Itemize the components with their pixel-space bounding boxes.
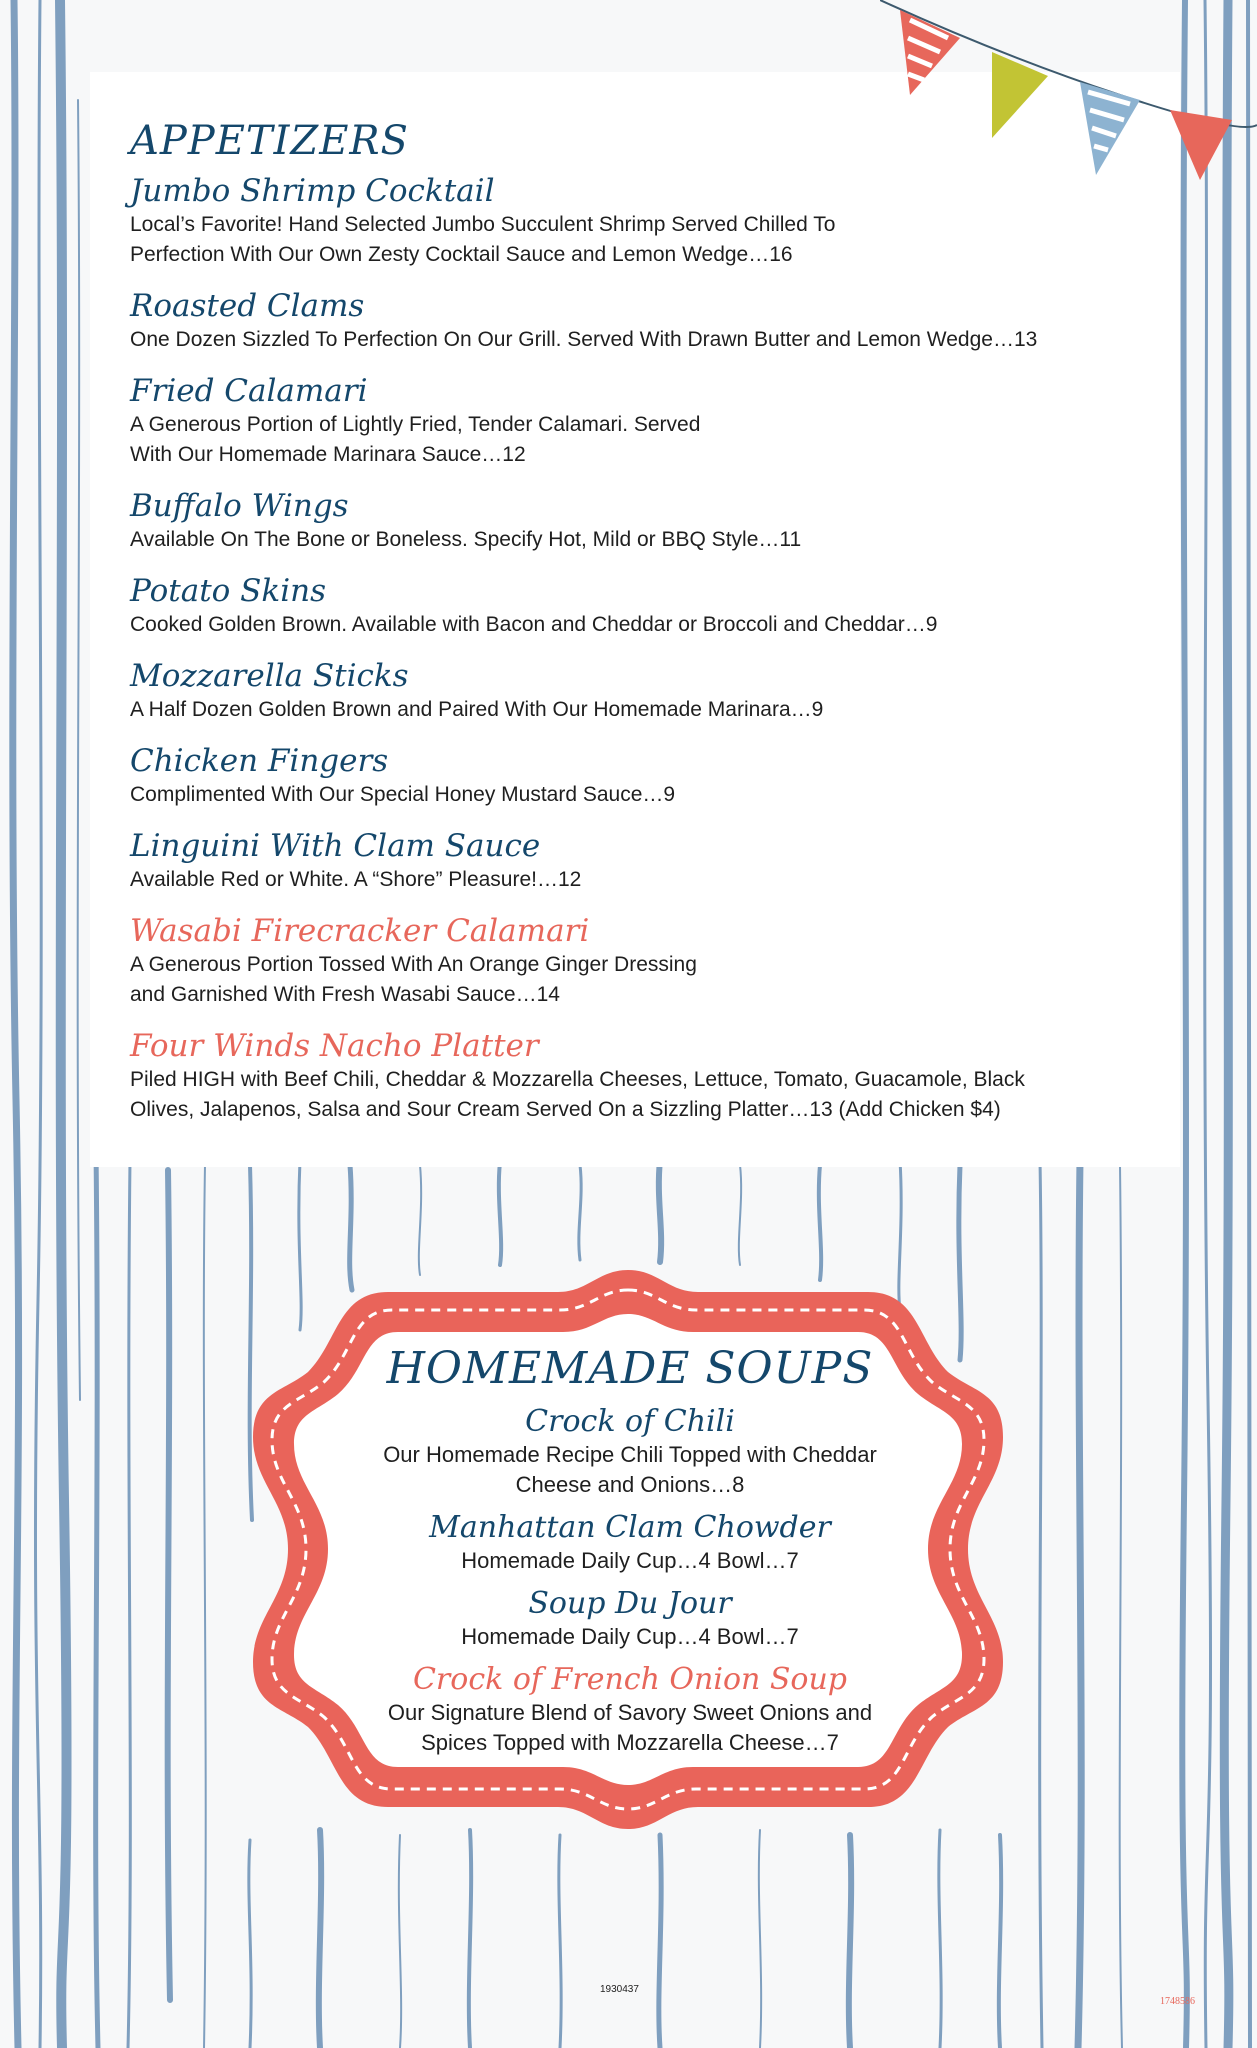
menu-item-description bbox=[130, 610, 1140, 640]
description-line: A Generous Portion of Lightly Fried, Tender Calamari. Served bbox=[130, 413, 701, 436]
description-line: Complimented With Our Special Honey Mustard Sauce…9 bbox=[130, 783, 676, 806]
menu-item bbox=[130, 657, 1140, 725]
description-line: Perfection With Our Own Zesty Cocktail Sauce and Lemon Wedge…16 bbox=[130, 243, 793, 266]
soups-section bbox=[330, 1340, 930, 1758]
soup-item-name: Manhattan Clam Chowder bbox=[429, 1510, 831, 1545]
description-line: Homemade Daily Cup…4 Bowl…7 bbox=[461, 1624, 799, 1649]
description-line: Available On The Bone or Boneless. Specify Hot, Mild or BBQ Style…11 bbox=[130, 528, 802, 551]
menu-item bbox=[130, 1027, 1140, 1125]
soup-item-description bbox=[330, 1546, 930, 1576]
description-line: Piled HIGH with Beef Chili, Cheddar & Mozzarella Cheeses, Lettuce, Tomato, Guacamole, Black bbox=[130, 1068, 1025, 1091]
description-line: Our Signature Blend of Savory Sweet Onions and bbox=[387, 1700, 873, 1725]
menu-item-name: Potato Skins bbox=[130, 573, 326, 609]
description-line: A Half Dozen Golden Brown and Paired With Our Homemade Marinara…9 bbox=[130, 698, 824, 721]
description-line: Local’s Favorite! Hand Selected Jumbo Succulent Shrimp Served Chilled To bbox=[130, 213, 836, 236]
menu-item-description bbox=[130, 325, 1140, 355]
description-line: Spices Topped with Mozzarella Cheese…7 bbox=[421, 1730, 839, 1755]
menu-item-description bbox=[130, 210, 1140, 270]
soup-list bbox=[330, 1404, 930, 1758]
menu-item-description bbox=[130, 865, 1140, 895]
menu-item-name: Chicken Fingers bbox=[130, 743, 389, 779]
menu-item bbox=[130, 172, 1140, 270]
appetizers-title: APPETIZERS bbox=[130, 118, 409, 164]
soup-item-name: Crock of Chili bbox=[525, 1404, 735, 1439]
menu-item bbox=[130, 827, 1140, 895]
description-line: With Our Homemade Marinara Sauce…12 bbox=[130, 443, 526, 466]
description-line: Cheese and Onions…8 bbox=[515, 1472, 745, 1497]
bunting-flags-icon bbox=[880, 0, 1257, 180]
soup-item-name: Crock of French Onion Soup bbox=[412, 1662, 848, 1697]
print-code: 1930437 bbox=[600, 1984, 639, 1995]
menu-item-name: Four Winds Nacho Platter bbox=[130, 1028, 539, 1064]
soup-item-description bbox=[330, 1698, 930, 1758]
menu-item bbox=[130, 572, 1140, 640]
menu-item-name: Wasabi Firecracker Calamari bbox=[130, 913, 590, 949]
menu-item-name: Buffalo Wings bbox=[130, 488, 349, 524]
menu-item bbox=[130, 742, 1140, 810]
menu-item-name: Jumbo Shrimp Cocktail bbox=[130, 173, 495, 209]
soup-item-description bbox=[330, 1440, 930, 1500]
description-line: A Generous Portion Tossed With An Orange Ginger Dressing bbox=[130, 953, 697, 976]
menu-item-description bbox=[130, 950, 1140, 1010]
menu-item bbox=[130, 487, 1140, 555]
soup-item-description bbox=[330, 1622, 930, 1652]
menu-item-description bbox=[130, 410, 1140, 470]
menu-item-name: Mozzarella Sticks bbox=[130, 658, 409, 694]
description-line: Available Red or White. A “Shore” Pleasure!…12 bbox=[130, 868, 582, 891]
menu-item bbox=[130, 287, 1140, 355]
menu-item-description bbox=[130, 695, 1140, 725]
description-line: Olives, Jalapenos, Salsa and Sour Cream Served On a Sizzling Platter…13 (Add Chicken $4) bbox=[130, 1098, 1001, 1121]
soup-item-name: Soup Du Jour bbox=[528, 1586, 732, 1621]
soups-title: HOMEMADE SOUPS bbox=[386, 1343, 874, 1394]
appetizer-list bbox=[130, 172, 1140, 1125]
menu-item-description bbox=[130, 1065, 1140, 1125]
menu-item-name: Fried Calamari bbox=[130, 373, 368, 409]
description-line: and Garnished With Fresh Wasabi Sauce…14 bbox=[130, 983, 560, 1006]
description-line: Our Homemade Recipe Chili Topped with Cheddar bbox=[383, 1442, 877, 1467]
menu-item bbox=[130, 912, 1140, 1010]
description-line: One Dozen Sizzled To Perfection On Our Grill. Served With Drawn Butter and Lemon Wedge…13 bbox=[130, 328, 1038, 351]
print-code-secondary: 1748586 bbox=[1160, 1996, 1195, 2007]
menu-item-name: Roasted Clams bbox=[130, 288, 365, 324]
menu-item bbox=[130, 372, 1140, 470]
menu-item-description bbox=[130, 780, 1140, 810]
menu-item-description bbox=[130, 525, 1140, 555]
menu-item-name: Linguini With Clam Sauce bbox=[130, 828, 541, 864]
description-line: Homemade Daily Cup…4 Bowl…7 bbox=[461, 1548, 799, 1573]
description-line: Cooked Golden Brown. Available with Bacon and Cheddar or Broccoli and Cheddar…9 bbox=[130, 613, 938, 636]
